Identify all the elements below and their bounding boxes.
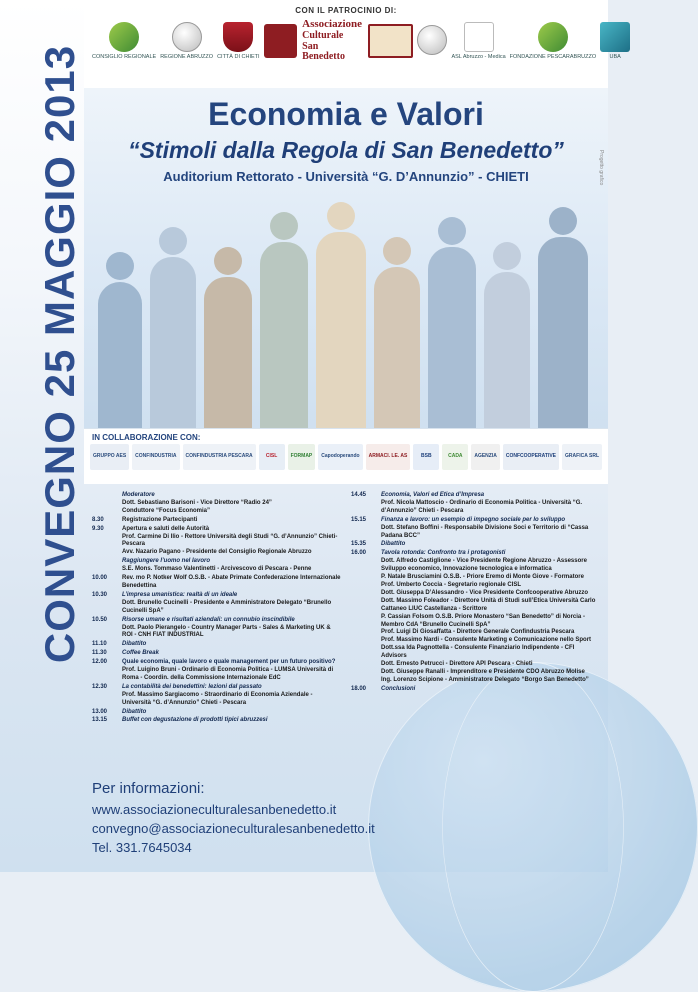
item-line: S.E. Mons. Tommaso Valentinetti - Arcivescovo di Pescara - Penne <box>122 566 312 573</box>
item-line: Prof. Massimo Sargiacomo - Straordinario di Economia Aziendale - Università “G. d’Annunzio” Chieti - Pescara <box>122 691 313 706</box>
item-time: 10.00 <box>92 575 108 582</box>
logo-confcooperative: CONFCOOPERATIVE <box>503 444 559 470</box>
item-label: Finanza e lavoro: un esempio di impegno sociale per lo sviluppo <box>381 516 566 523</box>
item-label: Economia, Valori ed Etica d’Impresa <box>381 492 485 498</box>
asl-icon <box>464 22 494 52</box>
book-icon <box>368 24 414 58</box>
item-label: Dibattito <box>122 708 147 715</box>
item-line: Dott. Giuseppe Ranalli - Imprenditore e Presidente CDO Abruzzo Molise <box>381 668 585 675</box>
logo-citta-di-chieti <box>217 19 259 63</box>
silhouette-head <box>549 207 577 235</box>
silhouette-head <box>327 202 355 230</box>
item-line: Buffet con degustazione di prodotti tipici abruzzesi <box>122 717 268 724</box>
program-item <box>351 517 600 541</box>
program-item <box>92 684 341 708</box>
item-line: Dott. Massimo Foleador - Direttore Unità di Studi sull’Etica Università Carlo Cattaneo LIUC Castellanza - Scrittore <box>381 597 596 612</box>
logo-fondazione-pescarabruzzo <box>510 19 596 63</box>
silhouette-6 <box>374 267 420 432</box>
item-line: Registrazione Partecipanti <box>122 516 198 523</box>
item-line: P. Cassian Folsom O.S.B. Priore Monastero “San Benedetto” di Norcia - Membro CdA “Brunello Cucinelli SpA” <box>381 613 585 628</box>
item-line: Prof. Luigi Di Giosaffatta - Direttore Generale Confindustria Pescara <box>381 629 575 636</box>
item-line: Avv. Nazario Pagano - Presidente del Consiglio Regionale Abruzzo <box>122 549 312 556</box>
silhouette-1 <box>98 282 142 432</box>
item-time: 11.30 <box>92 650 107 657</box>
item-time <box>92 492 118 516</box>
program-left-column <box>92 492 341 778</box>
silhouette-head <box>493 242 521 270</box>
item-line: Prof. Massimo Nardi - Consulente Marketing e Comunicazione nello Sport <box>381 637 592 644</box>
item-line: Dott. Giuseppa D’Alessandro - Vice Presidente Confcooperative Abruzzo <box>381 589 589 596</box>
item-label: L’impresa umanistica: realtà di un ideale <box>122 591 238 598</box>
item-line: Dott. Ernesto Petrucci - Direttore API Pescara - Chieti <box>381 661 533 668</box>
item-line: Prof. Carmine Di Ilio - Rettore Università degli Studi “G. d’Annunzio” Chieti-Pescara <box>122 533 338 548</box>
collaboration-title: IN COLLABORAZIONE CON: <box>92 433 201 442</box>
fondazione-icon <box>538 22 568 52</box>
info-heading: Per informazioni: <box>92 779 205 797</box>
silhouette-head <box>106 252 134 280</box>
logo-bsb: BSB <box>413 444 439 470</box>
silhouette-7 <box>428 247 476 432</box>
logo-uba <box>600 19 630 63</box>
item-label: Dibattito <box>381 541 406 548</box>
silhouette-3 <box>204 277 252 432</box>
logo-confindustria-pescara: CONFINDUSTRIA PESCARA <box>183 444 256 470</box>
logo-label: CONSIGLIO REGIONALE <box>92 53 157 60</box>
item-time: 18.00 <box>351 685 367 692</box>
item-time: 12.30 <box>92 683 108 690</box>
program-item <box>92 617 341 641</box>
logo-agenzia: AGENZIA <box>471 444 500 470</box>
item-line: Dott.ssa Ida Pagnottella - Consulente Finanziario Indipendente - CFI Advisors <box>381 645 575 660</box>
item-line: Prof. Luigino Bruni - Ordinario di Economia Politica - LUMSA Università di Roma - Coordin. della Commissione Internazionale EdC <box>122 667 334 681</box>
item-label: Conclusioni <box>381 685 416 692</box>
page-subtitle: “Stimoli dalla Regola di San Benedetto” <box>128 137 564 163</box>
item-time: 15.15 <box>351 516 367 523</box>
item-line: Dott. Alfredo Castiglione - Vice Presidente Regione Abruzzo - Assessore Sviluppo economico, Innovazione tecnologica e informatica <box>381 558 587 573</box>
item-time: 14.45 <box>351 492 367 498</box>
collaboration-section <box>84 428 608 484</box>
silhouette-8 <box>484 272 530 432</box>
assoc-label: Associazione Culturale San Benedetto <box>302 18 363 63</box>
logo-armacleo: ARMACI. LE. AS <box>366 444 411 470</box>
logo-capodoperando: Capodoperando <box>318 444 362 470</box>
logo-grafica: GRAFICA SRL <box>562 444 602 470</box>
headline-block <box>84 96 608 184</box>
item-time <box>92 558 118 574</box>
logo-consiglio-regionale-abruzzo <box>92 19 156 63</box>
program-item <box>351 492 600 516</box>
item-label: Tavola rotonda: Confronto tra i protagonisti <box>381 550 506 557</box>
universita-icon <box>417 25 447 55</box>
item-time: 13.15 <box>92 717 108 724</box>
logo-cisl: CISL <box>259 444 285 470</box>
item-time: 10.50 <box>92 616 108 623</box>
patronage-logo-row <box>84 15 621 63</box>
vertical-title-bar <box>0 0 84 872</box>
item-line: Rev. mo P. Notker Wolf O.S.B. - Abate Primate Confederazione Internazionale Benedettina <box>122 575 341 589</box>
program-item <box>92 717 341 725</box>
item-time: 10.30 <box>92 591 108 598</box>
item-label: Dibattito <box>122 641 147 648</box>
program-item <box>92 526 341 558</box>
silhouette-head <box>270 212 298 240</box>
logo-formap: FORMAP <box>288 444 316 470</box>
info-website[interactable]: www.associazioneculturalesanbenedetto.it <box>92 802 337 818</box>
program-item <box>92 575 341 591</box>
program-item <box>92 558 341 574</box>
event-date-title: CONVEGNO 25 MAGGIO 2013 <box>36 44 83 664</box>
page-title: Economia e Valori <box>208 96 484 132</box>
venue-line: Auditorium Rettorato - Università “G. D’Annunzio” - CHIETI <box>163 169 529 184</box>
item-line: Apertura e saluti delle Autorità <box>122 525 210 532</box>
item-label: Risorse umane e risultati aziendali: un connubio inscindibile <box>122 616 295 623</box>
item-label: Coffee Break <box>122 650 159 657</box>
item-time: 12.00 <box>92 659 108 666</box>
logo-label: FONDAZIONE PESCARABRUZZO <box>509 53 597 60</box>
program-section <box>84 488 608 778</box>
uba-icon <box>600 22 630 52</box>
item-line: Conduttore “Focus Economia” <box>122 507 211 514</box>
item-time: 8.30 <box>92 516 104 523</box>
logo-asl-abruzzo <box>451 19 505 63</box>
regione-abruzzo-icon <box>172 22 202 52</box>
program-item <box>92 517 341 525</box>
logo-associazione-culturale-san-benedetto <box>264 19 414 62</box>
item-line: Dott. Paolo Pierangelo - Country Manager Parts - Sales & Marketing UK & ROI - CNH FIAT INDUSTRIAL <box>122 624 331 639</box>
logo-label: UBA <box>609 53 621 60</box>
silhouette-head <box>159 227 187 255</box>
item-time: 11.10 <box>92 641 107 648</box>
item-label: La contabilità dei benedettini: lezioni dal passato <box>122 683 262 690</box>
silhouette-head <box>438 217 466 245</box>
logo-confindustria-chieti: CONFINDUSTRIA <box>132 444 179 470</box>
item-line: Ing. Lorenzo Scipione - Amministratore Delegato “Borgo San Benedetto” <box>381 676 589 683</box>
logo-universita-d-annunzio <box>417 19 447 63</box>
patronage-section <box>84 0 621 88</box>
item-time: 16.00 <box>351 550 367 557</box>
monk-icon <box>264 24 298 58</box>
silhouette-2 <box>150 257 196 432</box>
contact-info <box>84 778 608 858</box>
logo-label: CITTÀ DI CHIETI <box>217 53 260 60</box>
item-time: 9.30 <box>92 525 104 532</box>
logo-regione-abruzzo <box>160 19 213 63</box>
patronage-title: CON IL PATROCINIO DI: <box>295 6 397 15</box>
program-right-column <box>351 492 600 778</box>
program-item <box>351 686 600 694</box>
logo-cada: CADA <box>442 444 468 470</box>
silhouette-4 <box>260 242 308 432</box>
program-item <box>351 550 600 684</box>
silhouette-head <box>383 237 411 265</box>
program-item <box>92 650 341 658</box>
program-item <box>92 659 341 683</box>
item-line: Quale economia, quale lavoro e quale management per un futuro positivo? <box>122 659 336 666</box>
logo-label: ASL Abruzzo - Medica <box>451 53 506 60</box>
logo-label: REGIONE ABRUZZO <box>160 53 214 60</box>
program-item <box>92 709 341 717</box>
poster-content <box>84 0 621 872</box>
program-item <box>92 641 341 649</box>
item-line: Prof. Nicola Mattoscio - Ordinario di Economia Politica - Università “G. d’Annunzio” Chieti - Pescara <box>381 499 583 514</box>
program-item <box>92 492 341 516</box>
silhouette-9 <box>538 237 588 432</box>
item-time: 15.35 <box>351 541 367 548</box>
credit-note: Progetto grafico <box>598 150 604 186</box>
collaboration-logo-row <box>84 444 608 470</box>
info-email[interactable]: convegno@associazioneculturalesanbenedetto.it <box>92 821 375 837</box>
item-line: Dott. Brunello Cucinelli - Presidente e Amministratore Delegato “Brunello Cucinelli SpA” <box>122 599 332 614</box>
item-time: 13.00 <box>92 708 108 715</box>
logo-gruppo-aes: GRUPPO AES <box>90 444 129 470</box>
item-line: Prof. Umberto Coccia - Segretario regionale CISL <box>381 581 522 588</box>
item-label: Raggiungere l’uomo nel lavoro <box>122 558 211 565</box>
silhouette-head <box>214 247 242 275</box>
info-phone: Tel. 331.7645034 <box>92 840 192 856</box>
citta-di-chieti-icon <box>223 22 253 52</box>
item-label: Moderatore <box>122 492 155 498</box>
program-item <box>351 541 600 549</box>
item-line: Dott. Sebastiano Barisoni - Vice Direttore “Radio 24” <box>122 499 272 506</box>
silhouette-5 <box>316 232 366 432</box>
item-line: P. Natale Brusciamini O.S.B. - Priore Eremo di Monte Giove - Formatore <box>381 574 584 581</box>
item-line: Dott. Stefano Boffini - Responsabile Divisione Soci e Territorio di “Cassa Padana BCC” <box>381 524 589 539</box>
consiglio-regionale-icon <box>109 22 139 52</box>
program-item <box>92 592 341 616</box>
